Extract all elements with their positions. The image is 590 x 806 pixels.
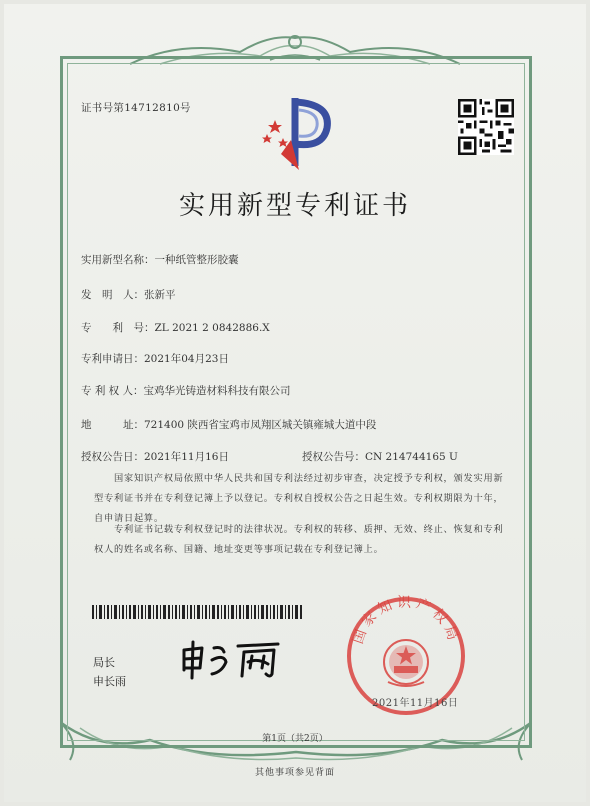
patent-number-row [81,320,270,335]
grant-number-value: CN 214744165 U [365,451,458,463]
svg-text:国家知识产权局 [350,595,462,646]
director-signature [178,638,288,680]
address-label: 地 址： [81,419,144,431]
certificate-number: 证书号第14712810号 [81,102,191,114]
inventor-label: 发 明 人： [81,289,144,301]
back-note: 其他事项参见背面 [254,768,335,778]
patent-office-logo [255,92,333,172]
utility-model-name-row [81,252,239,267]
barcode [92,605,304,619]
address-row [81,417,376,432]
patent-number-value: ZL 2021 2 0842886.X [154,322,270,334]
page-number: 第1页（共2页） [262,734,328,744]
patent-number-label: 专 利 号： [81,322,155,334]
grant-number-label: 授权公告号： [302,451,365,463]
inventor-row [81,287,176,302]
address-value: 721400 陕西省宝鸡市凤翔区城关镇雍城大道中段 [144,419,377,431]
grant-statement-paragraph: 国家知识产权局依照中华人民共和国专利法经过初步审查，决定授予专利权，颁发实用新型专利证书并在专利登记簿上予以登记。专利权自授权公告之日起生效。专利权期限为十年，自申请日起算。 [94,473,504,524]
grant-date-row [81,449,229,464]
director-title: 局长 [93,656,115,669]
grant-date-value: 2021年11月16日 [144,451,229,463]
qr-code [458,99,514,155]
filing-date-row [81,351,229,366]
name-label: 实用新型名称： [81,254,155,266]
legal-status-paragraph: 专利证书记载专利权登记时的法律状况。专利权的转移、质押、无效、终止、恢复和专利权人的姓名或名称、国籍、地址变更等事项记载在专利登记簿上。 [94,524,504,555]
grant-number-row [302,449,458,464]
filing-date-label: 专利申请日： [81,353,144,365]
director-name: 申长雨 [93,675,126,688]
name-value: 一种纸管整形胶囊 [154,254,239,266]
certificate-title: 实用新型专利证书 [178,191,411,221]
seal-text: 国家知识产权局 [350,594,462,647]
seal-date: 2021年11月16日 [372,698,459,709]
inventor-value: 张新平 [144,289,176,301]
patentee-row [81,383,291,398]
patentee-value: 宝鸡华光铸造材料科技有限公司 [143,385,291,397]
patentee-label: 专 利 权 人： [81,385,144,397]
filing-date-value: 2021年04月23日 [144,353,229,365]
grant-date-label: 授权公告日： [81,451,144,463]
